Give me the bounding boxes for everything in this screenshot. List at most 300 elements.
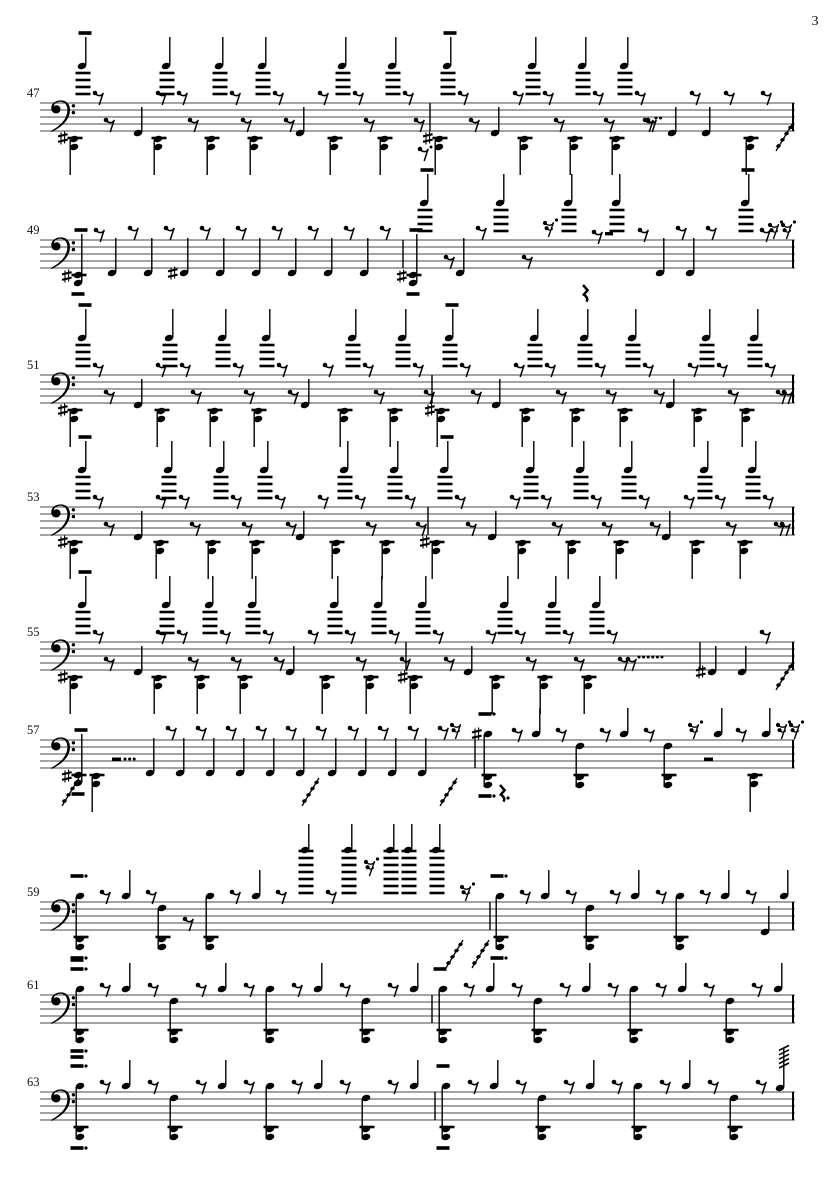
low-quarter-note bbox=[107, 238, 117, 277]
measure-number: 51 bbox=[27, 358, 40, 372]
eighth-rest bbox=[469, 118, 480, 132]
beat-group bbox=[206, 441, 253, 579]
two-voice-chord bbox=[574, 742, 589, 790]
beat-group bbox=[487, 495, 520, 542]
beat-group bbox=[738, 441, 785, 579]
beat-group bbox=[143, 226, 174, 278]
two-voice-chord bbox=[360, 1094, 375, 1142]
eighth-rest bbox=[244, 390, 255, 404]
high-cluster-note bbox=[441, 31, 457, 94]
eighth-rest bbox=[104, 522, 115, 536]
eighth-rest bbox=[344, 226, 355, 240]
gliss-run bbox=[776, 662, 793, 690]
high-cluster-note bbox=[76, 303, 92, 366]
beat-group bbox=[295, 726, 326, 778]
eighth-rest bbox=[554, 118, 565, 132]
beat-group bbox=[380, 441, 427, 579]
low-chord bbox=[205, 135, 220, 175]
low-quarter-note bbox=[685, 238, 695, 277]
low-chord bbox=[425, 404, 450, 448]
eighth-rest bbox=[400, 657, 411, 671]
high-cluster-note bbox=[246, 576, 261, 633]
tall-cluster-note bbox=[384, 824, 399, 893]
sixteenth-rest-dotted bbox=[364, 857, 379, 876]
tall-cluster-note bbox=[402, 824, 417, 893]
two-voice-chord bbox=[71, 874, 89, 960]
low-chord bbox=[154, 539, 169, 579]
note-above-staff bbox=[540, 870, 550, 900]
eighth-rest bbox=[374, 390, 385, 404]
low-chord bbox=[364, 674, 379, 714]
low-chord bbox=[740, 407, 755, 447]
low-chord bbox=[330, 539, 345, 579]
low-chord bbox=[398, 671, 423, 715]
beat-group bbox=[248, 37, 295, 175]
staff bbox=[40, 995, 795, 1023]
beat-group bbox=[737, 630, 770, 677]
high-cluster-note bbox=[338, 441, 353, 498]
high-cluster-note bbox=[698, 441, 713, 498]
note-above-staff bbox=[581, 963, 591, 993]
beat-group bbox=[378, 37, 425, 175]
two-voice-chord bbox=[662, 742, 677, 790]
eighth-rest bbox=[166, 726, 177, 740]
beat-group bbox=[323, 226, 354, 278]
note-above-staff bbox=[720, 870, 730, 900]
tall-cluster-note bbox=[342, 824, 357, 893]
low-chord bbox=[610, 135, 625, 175]
low-quarter-note bbox=[235, 738, 245, 777]
note-above-staff bbox=[409, 963, 419, 993]
low-chord bbox=[420, 536, 445, 580]
gliss-run bbox=[62, 778, 79, 806]
low-chord bbox=[692, 407, 707, 447]
low-chord bbox=[380, 539, 395, 579]
sixteenth-rest-dotted bbox=[768, 220, 783, 239]
beat-group bbox=[618, 309, 665, 447]
low-chord bbox=[152, 135, 167, 175]
eighth-rest bbox=[650, 522, 661, 536]
eighth-rest bbox=[348, 726, 359, 740]
low-chord bbox=[748, 772, 763, 812]
measure-number: 57 bbox=[27, 723, 40, 737]
beat-group bbox=[388, 309, 435, 447]
beat-group bbox=[133, 363, 166, 410]
quarter-note bbox=[133, 107, 143, 137]
bass-clef bbox=[51, 100, 75, 132]
measure-number: 53 bbox=[27, 490, 40, 504]
low-chord bbox=[195, 674, 210, 714]
note-above-staff bbox=[217, 1060, 227, 1090]
two-voice-chord bbox=[156, 904, 171, 952]
low-quarter-note bbox=[143, 238, 153, 277]
sixteenth-rest-dotted bbox=[450, 723, 461, 739]
high-cluster-note bbox=[213, 37, 228, 94]
beat-group bbox=[330, 441, 377, 579]
high-cluster-note bbox=[214, 441, 229, 498]
two-voice-chord bbox=[264, 1082, 279, 1142]
eighth-rest bbox=[676, 226, 687, 240]
low-quarter-note bbox=[327, 738, 337, 777]
low-chord bbox=[516, 539, 531, 579]
two-voice-chord bbox=[724, 997, 739, 1045]
high-cluster-note bbox=[528, 309, 543, 366]
high-cluster-note bbox=[396, 309, 411, 366]
beat-group bbox=[295, 91, 328, 138]
high-cluster-note bbox=[524, 441, 539, 498]
quarter-note bbox=[737, 646, 747, 676]
eighth-rest bbox=[190, 522, 201, 536]
quarter-note bbox=[696, 646, 717, 679]
high-cluster-note bbox=[388, 441, 403, 498]
low-chord bbox=[248, 135, 263, 175]
note-above-staff bbox=[313, 963, 323, 993]
two-voice-chord bbox=[434, 967, 452, 1044]
beat-group bbox=[133, 495, 166, 542]
high-cluster-note bbox=[76, 435, 92, 498]
eighth-rest bbox=[256, 726, 267, 740]
beat-group bbox=[300, 363, 333, 410]
high-cluster-note bbox=[443, 303, 459, 366]
two-voice-chord bbox=[491, 874, 509, 960]
high-cluster-note bbox=[203, 576, 218, 633]
eighth-rest bbox=[183, 917, 194, 931]
eighth-rest bbox=[444, 255, 455, 269]
beat-group bbox=[566, 441, 613, 579]
beat-group bbox=[490, 91, 523, 138]
beat-group bbox=[690, 441, 737, 579]
eighth-rest bbox=[191, 390, 202, 404]
high-cluster-note bbox=[748, 309, 763, 366]
eighth-rest bbox=[438, 726, 449, 740]
tall-cluster-note bbox=[299, 824, 314, 893]
eighth-rest bbox=[414, 118, 425, 132]
eighth-rest bbox=[241, 118, 252, 132]
low-chord bbox=[520, 407, 535, 447]
staff bbox=[40, 902, 795, 930]
eighth-rest bbox=[654, 390, 665, 404]
low-chord bbox=[152, 674, 167, 714]
beat-group bbox=[661, 495, 694, 542]
high-cluster-note bbox=[700, 309, 715, 366]
beat-group bbox=[665, 363, 698, 410]
quarter-note bbox=[295, 107, 305, 137]
measure-number: 55 bbox=[27, 625, 40, 639]
low-quarter-note bbox=[215, 238, 225, 277]
low-chord bbox=[618, 407, 633, 447]
eighth-rest bbox=[416, 522, 427, 536]
beat-group bbox=[359, 226, 390, 278]
start-chord bbox=[397, 228, 423, 296]
low-chord bbox=[206, 539, 221, 579]
low-quarter-note bbox=[168, 238, 189, 280]
low-quarter-note bbox=[145, 738, 155, 777]
beat-group bbox=[518, 37, 565, 175]
beat-group bbox=[364, 576, 411, 714]
gliss-run bbox=[302, 778, 319, 806]
note-above-staff bbox=[779, 870, 789, 900]
beat-group bbox=[327, 726, 358, 778]
low-chord bbox=[518, 135, 533, 175]
eighth-rest bbox=[308, 226, 319, 240]
high-cluster-note bbox=[418, 168, 434, 231]
low-chord bbox=[582, 674, 597, 714]
measure-number: 63 bbox=[27, 1075, 40, 1089]
note-above-staff bbox=[677, 963, 687, 993]
beat-group bbox=[175, 726, 206, 778]
eighth-rest bbox=[522, 255, 533, 269]
high-cluster-note bbox=[386, 37, 401, 94]
note-above-staff bbox=[485, 963, 495, 993]
low-quarter-note bbox=[655, 238, 665, 277]
high-cluster-note bbox=[76, 31, 92, 94]
beat-group bbox=[154, 441, 201, 579]
quarter-note bbox=[667, 107, 677, 137]
low-quarter-note bbox=[357, 738, 367, 777]
beat-group bbox=[195, 576, 242, 714]
note-above-staff bbox=[251, 870, 261, 900]
high-cluster-note bbox=[590, 576, 605, 633]
high-cluster-note bbox=[372, 576, 387, 633]
beat-group bbox=[295, 495, 328, 542]
measure-number: 47 bbox=[27, 86, 40, 100]
eighth-rest bbox=[284, 118, 295, 132]
low-chord bbox=[388, 407, 403, 447]
eighth-rest bbox=[728, 390, 739, 404]
eighth-rest bbox=[200, 226, 211, 240]
high-cluster-note bbox=[216, 309, 231, 366]
beat-group bbox=[235, 726, 266, 778]
bass-clef bbox=[51, 639, 75, 671]
low-chord bbox=[250, 539, 265, 579]
note-above-staff bbox=[773, 963, 783, 993]
bass-clef bbox=[51, 504, 75, 536]
beat-group bbox=[570, 309, 617, 447]
bass-clef bbox=[51, 1089, 75, 1121]
two-voice-chord bbox=[532, 997, 547, 1045]
high-cluster-note bbox=[328, 576, 343, 633]
quarter-note bbox=[491, 379, 501, 409]
quarter-rest bbox=[583, 285, 588, 302]
beat-group bbox=[205, 37, 252, 175]
quarter-note bbox=[463, 646, 473, 676]
low-chord bbox=[570, 407, 585, 447]
staff bbox=[40, 240, 795, 268]
beat-group bbox=[285, 630, 318, 677]
beat-group bbox=[155, 309, 202, 447]
note-above-staff bbox=[585, 1060, 595, 1090]
low-chord bbox=[566, 539, 581, 579]
beat-group bbox=[145, 726, 176, 778]
staff bbox=[40, 1092, 795, 1120]
eighth-rest bbox=[552, 522, 563, 536]
eighth-rest bbox=[356, 657, 367, 671]
note-above-staff bbox=[713, 708, 723, 738]
staff bbox=[40, 642, 795, 670]
eighth-rest bbox=[526, 657, 537, 671]
high-cluster-note bbox=[494, 174, 509, 231]
beat-group bbox=[107, 226, 138, 278]
low-quarter-note bbox=[265, 738, 275, 777]
high-cluster-note bbox=[163, 309, 178, 366]
low-chord bbox=[738, 539, 753, 579]
high-cluster-note bbox=[622, 441, 637, 498]
eighth-rest bbox=[466, 522, 477, 536]
eighth-rest bbox=[104, 657, 115, 671]
low-chord bbox=[328, 135, 343, 175]
beat-group bbox=[387, 726, 418, 778]
quarter-note bbox=[490, 107, 500, 137]
low-chord bbox=[568, 135, 583, 175]
beat-group bbox=[490, 576, 537, 714]
eighth-rest bbox=[574, 657, 585, 671]
beat-group bbox=[287, 226, 318, 278]
low-quarter-note bbox=[417, 738, 427, 777]
eighth-rest bbox=[288, 390, 299, 404]
low-chord bbox=[90, 772, 105, 812]
two-voice-chord bbox=[628, 985, 643, 1045]
note-above-staff bbox=[121, 870, 131, 900]
two-voice-chord bbox=[264, 985, 279, 1045]
system-53 bbox=[27, 435, 795, 579]
beat-group bbox=[338, 309, 385, 447]
eighth-rest bbox=[196, 726, 207, 740]
high-cluster-note bbox=[258, 441, 273, 498]
high-cluster-note bbox=[336, 37, 351, 94]
beat-group bbox=[215, 226, 246, 278]
beat-group bbox=[252, 309, 299, 447]
beat-group bbox=[491, 363, 524, 410]
low-quarter-note bbox=[287, 238, 297, 277]
two-voice-chord bbox=[632, 1082, 647, 1142]
gliss-run bbox=[446, 940, 463, 968]
sixteenth-rest-dotted bbox=[776, 720, 791, 739]
eighth-rest bbox=[226, 726, 237, 740]
system-63 bbox=[27, 1045, 795, 1149]
sixteenth-rest-dotted bbox=[781, 220, 796, 239]
high-cluster-note bbox=[256, 37, 271, 94]
low-chord bbox=[614, 539, 629, 579]
beat-group bbox=[520, 309, 567, 447]
two-voice-chord bbox=[728, 1094, 743, 1142]
system-47 bbox=[27, 31, 795, 175]
beat-group bbox=[357, 726, 388, 778]
two-voice-chord bbox=[168, 997, 183, 1045]
note-above-staff bbox=[489, 1060, 499, 1090]
high-cluster-note bbox=[162, 441, 177, 498]
quarter-note bbox=[133, 511, 143, 541]
sixteenth-rest-dotted bbox=[460, 882, 475, 901]
beat-group bbox=[133, 91, 166, 138]
quarter-note bbox=[133, 379, 143, 409]
eighth-rest bbox=[128, 226, 139, 240]
note-above-staff bbox=[313, 1060, 323, 1090]
low-quarter-note bbox=[251, 238, 261, 277]
bass-clef bbox=[51, 899, 75, 931]
eighth-rest bbox=[706, 226, 717, 240]
high-cluster-note bbox=[739, 168, 755, 231]
sixteenth-rest-dotted bbox=[543, 218, 558, 237]
low-quarter-note bbox=[175, 738, 185, 777]
low-chord bbox=[538, 674, 553, 714]
eighth-rest bbox=[602, 522, 613, 536]
beat-group bbox=[655, 226, 686, 278]
low-chord bbox=[58, 671, 83, 715]
eighth-rest bbox=[286, 726, 297, 740]
high-cluster-note bbox=[578, 309, 593, 366]
two-voice-chord bbox=[204, 892, 219, 952]
low-chord bbox=[320, 674, 335, 714]
eighth-rest bbox=[364, 118, 375, 132]
high-cluster-note bbox=[618, 37, 633, 94]
beat-group bbox=[667, 91, 700, 138]
high-cluster-note bbox=[346, 309, 361, 366]
system-51 bbox=[27, 303, 795, 447]
high-cluster-note bbox=[260, 309, 275, 366]
eighth-rest bbox=[188, 657, 199, 671]
beat-group bbox=[701, 91, 734, 138]
low-chord bbox=[490, 674, 505, 714]
eighth-rest bbox=[444, 657, 455, 671]
high-cluster-note bbox=[562, 174, 577, 231]
low-chord bbox=[690, 539, 705, 579]
note-above-staff bbox=[619, 708, 629, 738]
high-cluster-note bbox=[498, 576, 513, 633]
eighth-rest bbox=[242, 522, 253, 536]
eighth-rest bbox=[476, 226, 487, 240]
low-chord bbox=[155, 407, 170, 447]
high-cluster-note bbox=[610, 174, 625, 231]
gliss-run bbox=[776, 123, 793, 151]
high-cluster-note bbox=[438, 435, 454, 498]
beat-group bbox=[582, 576, 629, 714]
beat-group bbox=[516, 441, 563, 579]
gliss-run bbox=[472, 940, 489, 968]
beat-group bbox=[417, 726, 448, 778]
eighth-rest bbox=[231, 657, 242, 671]
eighth-rest bbox=[316, 726, 327, 740]
high-cluster-note bbox=[160, 576, 175, 633]
high-cluster-note bbox=[160, 37, 175, 94]
system-59 bbox=[27, 824, 795, 968]
beat-group bbox=[614, 441, 661, 579]
high-cluster-note bbox=[626, 309, 641, 366]
two-voice-chord bbox=[437, 1064, 455, 1150]
low-quarter-note bbox=[455, 238, 465, 277]
beat-group bbox=[265, 726, 296, 778]
eighth-rest bbox=[272, 226, 283, 240]
quarter-note bbox=[285, 646, 295, 676]
measure-number: 59 bbox=[27, 885, 40, 899]
eighth-rest bbox=[104, 118, 115, 132]
eighth-rest bbox=[378, 726, 389, 740]
eighth-rest bbox=[471, 390, 482, 404]
note-above-staff bbox=[630, 870, 640, 900]
measure-number: 49 bbox=[27, 223, 40, 237]
tremolo-note bbox=[775, 1045, 789, 1092]
eighth-rest bbox=[286, 522, 297, 536]
low-chord bbox=[378, 135, 393, 175]
low-chord bbox=[58, 132, 83, 176]
quarter-note bbox=[487, 511, 497, 541]
sixteenth-rest-dotted bbox=[688, 720, 703, 739]
bass-clef bbox=[51, 992, 75, 1024]
beat-group bbox=[692, 309, 739, 447]
low-quarter-note bbox=[295, 738, 305, 777]
beat-group bbox=[685, 226, 716, 278]
beat-group bbox=[463, 630, 496, 677]
bass-clef bbox=[51, 737, 75, 769]
